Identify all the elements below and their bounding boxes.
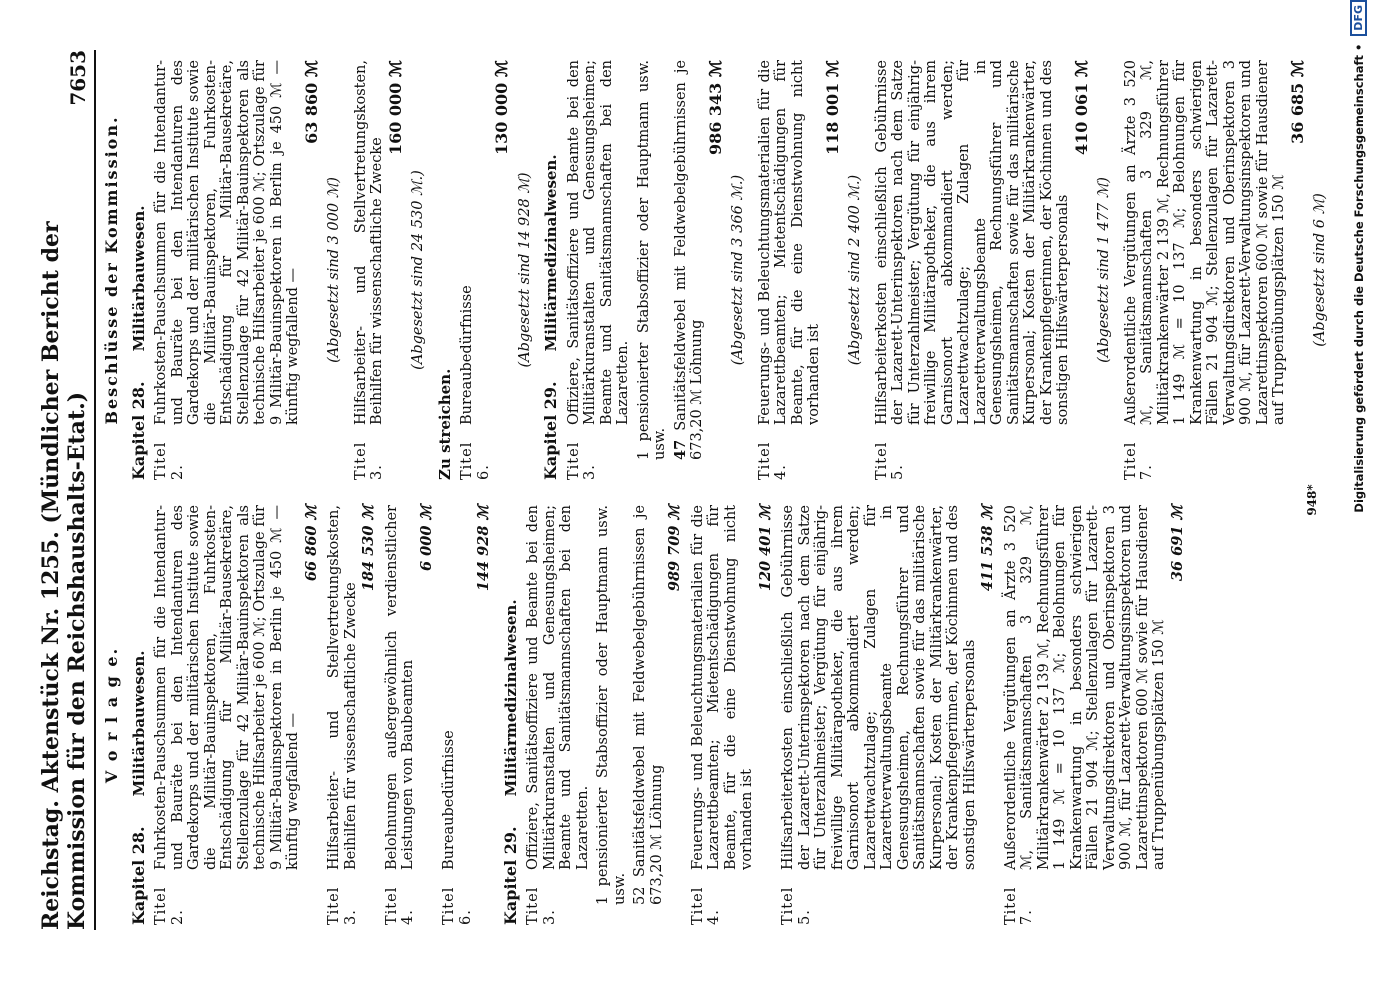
digitization-credit: Digitalisierung gefördert durch die Deutsche Forschungsgemeinschaft • DFG — [1350, 0, 1367, 1000]
amount: 66 860 ℳ — [302, 505, 320, 582]
entry-line: 1 pensionierter Stabsoffizier oder Hauptmann usw. usw. — [635, 60, 668, 460]
column-title: Beschlüsse der Kommission. — [102, 115, 121, 425]
entry: Titel 6. Bureaubedürfnisse — [441, 730, 474, 925]
chapter-heading: Kapitel 28. Militärbauwesen. — [128, 650, 148, 925]
entry: Titel 6. Bureaubedürfnisse — [459, 285, 492, 480]
right-column-beschluesse — [100, 60, 1339, 480]
amount: 160 000 ℳ — [385, 60, 405, 156]
dfg-logo: DFG — [1350, 0, 1367, 36]
chapter-heading: Kapitel 29. Militärmedizinalwesen. — [541, 154, 560, 480]
entry: Titel 4. Feuerungs- und Beleuchtungsmaterialien für die Lazarettbeamten; Mietentschädigungen für Beamte, für die eine Dienstwohnung nicht vorhanden ist — [689, 505, 755, 925]
entry: Titel 3. Offiziere, Sanitätsoffiziere und Beamte bei den Militärkuranstalten und Genesungsheimen; Beamte und Sanitätsmannschaften bei den Lazaretten. — [565, 60, 631, 480]
page-header — [38, 50, 96, 930]
reduction-note: (Abgesetzt sind 1 477 ℳ) — [1096, 177, 1112, 363]
amount: 118 001 ℳ — [822, 60, 842, 156]
reduction-note: (Abgesetzt sind 2 400 ℳ.) — [847, 174, 863, 366]
reduction-note: (Abgesetzt sind 14 928 ℳ) — [516, 172, 533, 368]
entry: Titel 5. Hilfsarbeiterkosten einschließlich Gebührnisse der Lazarett-Unterinspektoren nach dem Satze für Unterzahlmeister; Vergütung für einjährig-freiwillige Militärapotheker, die aus ihrem Garnisonort abkommandiert werden; Lazarettwachtzulage; Zulagen für Lazarettverwaltungsbeamte in Genesungsheimen, Rechnungsführer und Sanitätsmannschaften sowie für das militärische Kurpersonal; Kosten der Militärkrankenwärter, der Krankenpflegerinnen, der Köchinnen und des sonstigen Hilfswärterpersonals — [780, 505, 978, 925]
amount: 144 928 ℳ — [475, 505, 492, 592]
chapter-heading: Kapitel 28. Militärbauwesen. — [128, 205, 148, 480]
reduction-note: (Abgesetzt sind 6 ℳ) — [1312, 193, 1328, 347]
amount: 410 061 ℳ — [1071, 60, 1091, 156]
entry-line: 52 Sanitätsfeldwebel mit Feldwebelgebührnissen je 673,20 ℳ Löhnung — [632, 505, 665, 905]
sheet-signature: 948* — [1305, 484, 1319, 516]
amount: 6 000 ℳ — [417, 505, 435, 571]
entry: Titel 3. Hilfsarbeiter- und Stellvertretungskosten, Beihilfen für wissenschaftliche Zwecke — [326, 505, 359, 925]
reduction-note: (Abgesetzt sind 3 000 ℳ) — [326, 177, 342, 363]
entry: Titel 2. Fuhrkosten-Pauschsummen für die Intendantur- und Bauräte bei den Intendanturen des Gardekorps und der militärischen Institute sowie die Militär-Bauinspektoren, Fuhrkosten-Entschädigung für Militär-Bausekretäre, Stellenzulage für 42 Militär-Bauinspektoren als technische Hilfsarbeiter je 600 ℳ; Ortszulage für 9 Militär-Bauinspektoren in Berlin je 450 ℳ — künftig wegfallend — — [153, 60, 301, 480]
amount: 184 530 ℳ — [360, 505, 377, 592]
entry: Titel 2. Fuhrkosten-Pauschsummen für die Intendantur- und Bauräte bei den Intendanturen des Gardekorps und der militärischen Institute sowie die Militär-Bauinspektoren, Fuhrkosten-Entschädigung für Militär-Bausekretäre, Stellenzulage für 42 Militär-Bauinspektoren als technische Hilfsarbeiter je 600 ℳ; Ortszulage für 9 Militär-Bauinspektoren in Berlin je 450 ℳ — künftig wegfallend — — [153, 505, 301, 925]
reduction-note: (Abgesetzt sind 24 530 ℳ.) — [410, 170, 426, 370]
entry: Titel 7. Außerordentliche Vergütungen an Ärzte 3 520 ℳ, Sanitätsmannschaften 3 329 ℳ, Militärkrankenwärter 2 139 ℳ, Rechnungsführer 1 149 ℳ = 10 137 ℳ; Belohnungen für Krankenwartung in besonders schwierigen Fällen 21 904 ℳ; Stellenzulagen für Lazarett-Verwaltungsdirektoren und Oberinspektoren 3 900 ℳ, für Lazarett-Verwaltungsinspektoren und Lazarettinspektoren 600 ℳ sowie für Hausdiener auf Truppenübungsplätzen 150 ℳ — [1122, 60, 1287, 480]
amount: 986 343 ℳ — [705, 60, 725, 156]
header-title: Reichstag. Aktenstück Nr. 1255. (Mündlicher Bericht der Kommission für den Reichshaushalts-Etat.) — [38, 221, 90, 930]
amount: 120 401 ℳ — [756, 505, 774, 592]
amount: 411 538 ℳ — [979, 505, 996, 592]
entry: Titel 7. Außerordentliche Vergütungen an Ärzte 3 520 ℳ, Sanitätsmannschaften 3 329 ℳ, Militärkrankenwärter 2 139 ℳ, Rechnungsführer 1 149 ℳ = 10 137 ℳ; Belohnungen für Krankenwartung in besonders schwierigen Fällen 21 904 ℳ; Stellenzulagen für Lazarett-Verwaltungsdirektoren und Oberinspektoren 3 900 ℳ, für Lazarett-Verwaltungsinspektoren und Lazarettinspektoren 600 ℳ sowie für Hausdiener auf Truppenübungsplätzen 150 ℳ — [1002, 505, 1167, 925]
page-number: 7653 — [66, 50, 90, 106]
entry: Titel 5. Hilfsarbeiterkosten einschließlich Gebührnisse der Lazarett-Unterinspektoren nach dem Satze für Unterzahlmeister; Vergütung für einjährig-freiwillige Militärapotheker, die aus ihrem Garnisonort abkommandiert werden; Lazarettwachtzulage; Zulagen für Lazarettverwaltungsbeamte in Genesungsheimen, Rechnungsführer und Sanitätsmannschaften sowie für das militärische Kurpersonal; Kosten der Militärkrankenwärter, der Krankenpflegerinnen, der Köchinnen und des sonstigen Hilfswärterpersonals — [873, 60, 1071, 480]
column-title: V o r l a g e. — [102, 646, 121, 784]
entry-line: 1 pensionierter Stabsoffizier oder Hauptmann usw. usw. — [595, 505, 628, 905]
left-column-vorlage — [100, 505, 1186, 925]
entry: Titel 3. Offiziere, Sanitätsoffiziere und Beamte bei den Militärkuranstalten und Genesungsheimen; Beamte und Sanitätsmannschaften bei den Lazaretten. — [525, 505, 591, 925]
amount: 36 685 ℳ — [1287, 60, 1307, 144]
strike-heading: Zu streichen. — [435, 368, 454, 480]
reduction-note: (Abgesetzt sind 3 366 ℳ.) — [730, 174, 746, 366]
entry: Titel 4. Feuerungs- und Beleuchtungsmaterialien für die Lazarettbeamten; Mietentschädigungen für Beamte, für die eine Dienstwohnung nicht vorhanden ist — [756, 60, 822, 480]
amount: 989 709 ℳ — [666, 505, 683, 592]
amount: 63 860 ℳ — [301, 60, 321, 144]
entry-line: 47 Sanitätsfeldwebel mit Feldwebelgebührnissen je 673,20 ℳ Löhnung — [671, 60, 705, 460]
chapter-heading: Kapitel 29. Militärmedizinalwesen. — [500, 599, 520, 925]
amount: 36 691 ℳ — [1168, 505, 1186, 582]
entry: Titel 3. Hilfsarbeiter- und Stellvertretungskosten, Beihilfen für wissenschaftliche Zwecke — [352, 60, 385, 480]
entry: Titel 4. Belohnungen außergewöhnlich verdienstlicher Leistungen von Baubeamten — [383, 505, 416, 925]
amount: 130 000 ℳ — [492, 60, 511, 156]
